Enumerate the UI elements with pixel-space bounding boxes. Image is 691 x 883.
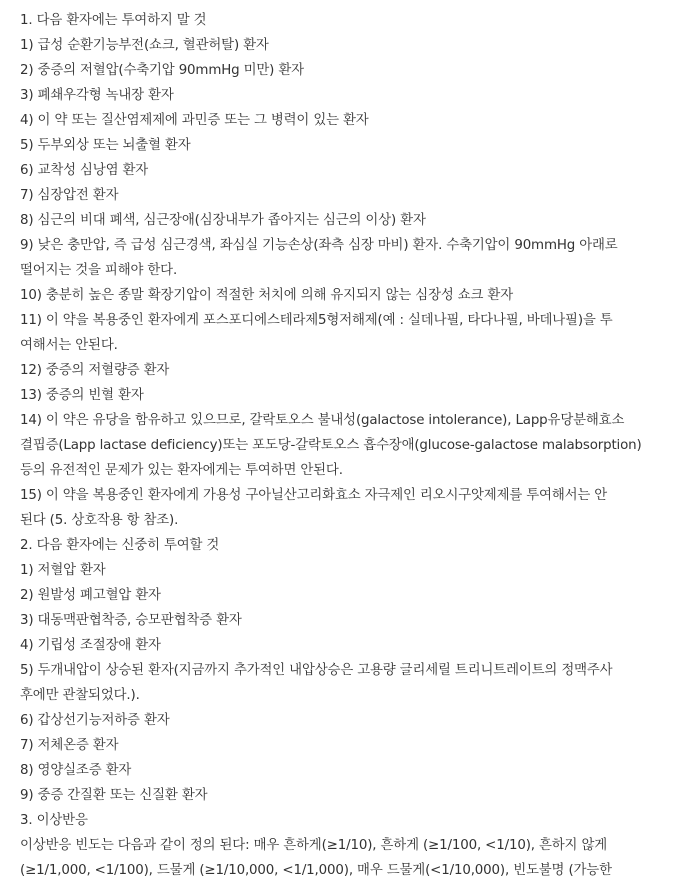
section-heading-adverse-reactions: 3. 이상반응 [20, 813, 88, 828]
paragraph: 이상반응 빈도는 다음과 같이 정의 된다: 매우 흔하게(≥1/10), 흔하게 (≥1/100, <1/10), 흔하지 않게 [20, 838, 608, 853]
list-item: 7) 저체온증 환자 [20, 738, 119, 753]
list-item: 12) 중증의 저혈량증 환자 [20, 363, 170, 378]
list-item-continuation: 후에만 관찰되었다.). [20, 688, 140, 703]
list-item-continuation: 등의 유전적인 문제가 있는 환자에게는 투여하면 안된다. [20, 463, 343, 478]
list-item: 8) 심근의 비대 폐색, 심근장애(심장내부가 좁아지는 심근의 이상) 환자 [20, 213, 426, 228]
list-item-continuation: 여해서는 안된다. [20, 338, 118, 353]
list-item-continuation: 된다 (5. 상호작용 항 참조). [20, 513, 179, 528]
list-item: 15) 이 약을 복용중인 환자에게 가용성 구아닐산고리화효소 자극제인 리오시구앗제제를 투여해서는 안 [20, 488, 608, 503]
list-item: 14) 이 약은 유당을 함유하고 있으므로, 갈락토오스 불내성(galactose intolerance), Lapp유당분해효소 [20, 413, 625, 428]
list-item: 11) 이 약을 복용중인 환자에게 포스포디에스테라제5형저해제(예 : 실데나필, 타다나필, 바데나필)을 투 [20, 313, 613, 328]
list-item: 4) 이 약 또는 질산염제제에 과민증 또는 그 병력이 있는 환자 [20, 113, 369, 128]
paragraph-continuation: (≥1/1,000, <1/100), 드물게 (≥1/10,000, <1/1,000), 매우 드물게(<1/10,000), 빈도불명 (가능한 [20, 863, 612, 878]
list-item: 5) 두개내압이 상승된 환자(지금까지 추가적인 내압상승은 고용량 글리세릴 트리니트레이트의 정맥주사 [20, 663, 613, 678]
list-item: 2) 중증의 저혈압(수축기압 90mmHg 미만) 환자 [20, 63, 304, 78]
list-item: 9) 낮은 충만압, 즉 급성 심근경색, 좌심실 기능손상(좌측 심장 마비) 환자. 수축기압이 90mmHg 아래로 [20, 238, 618, 253]
list-item: 13) 중증의 빈혈 환자 [20, 388, 144, 403]
list-item: 4) 기립성 조절장애 환자 [20, 638, 161, 653]
list-item-continuation: 결핍증(Lapp lactase deficiency)또는 포도당-갈락토오스 흡수장애(glucose-galactose malabsorption) [20, 438, 642, 453]
list-item: 3) 대동맥판협착증, 승모판협착증 환자 [20, 613, 242, 628]
list-item: 9) 중증 간질환 또는 신질환 환자 [20, 788, 208, 803]
list-item: 8) 영양실조증 환자 [20, 763, 132, 778]
list-item: 1) 저혈압 환자 [20, 563, 106, 578]
list-item: 1) 급성 순환기능부전(쇼크, 혈관허탈) 환자 [20, 38, 269, 53]
list-item-continuation: 떨어지는 것을 피해야 한다. [20, 263, 178, 278]
list-item: 6) 교착성 심낭염 환자 [20, 163, 149, 178]
list-item: 3) 폐쇄우각형 녹내장 환자 [20, 88, 174, 103]
section-heading-contraindications: 1. 다음 환자에는 투여하지 말 것 [20, 13, 207, 28]
list-item: 7) 심장압전 환자 [20, 188, 119, 203]
list-item: 10) 충분히 높은 종말 확장기압이 적절한 처치에 의해 유지되지 않는 심장성 쇼크 환자 [20, 288, 514, 303]
list-item: 6) 갑상선기능저하증 환자 [20, 713, 170, 728]
section-heading-precautions: 2. 다음 환자에는 신중히 투여할 것 [20, 538, 220, 553]
list-item: 2) 원발성 폐고혈압 환자 [20, 588, 161, 603]
list-item: 5) 두부외상 또는 뇌출혈 환자 [20, 138, 191, 153]
